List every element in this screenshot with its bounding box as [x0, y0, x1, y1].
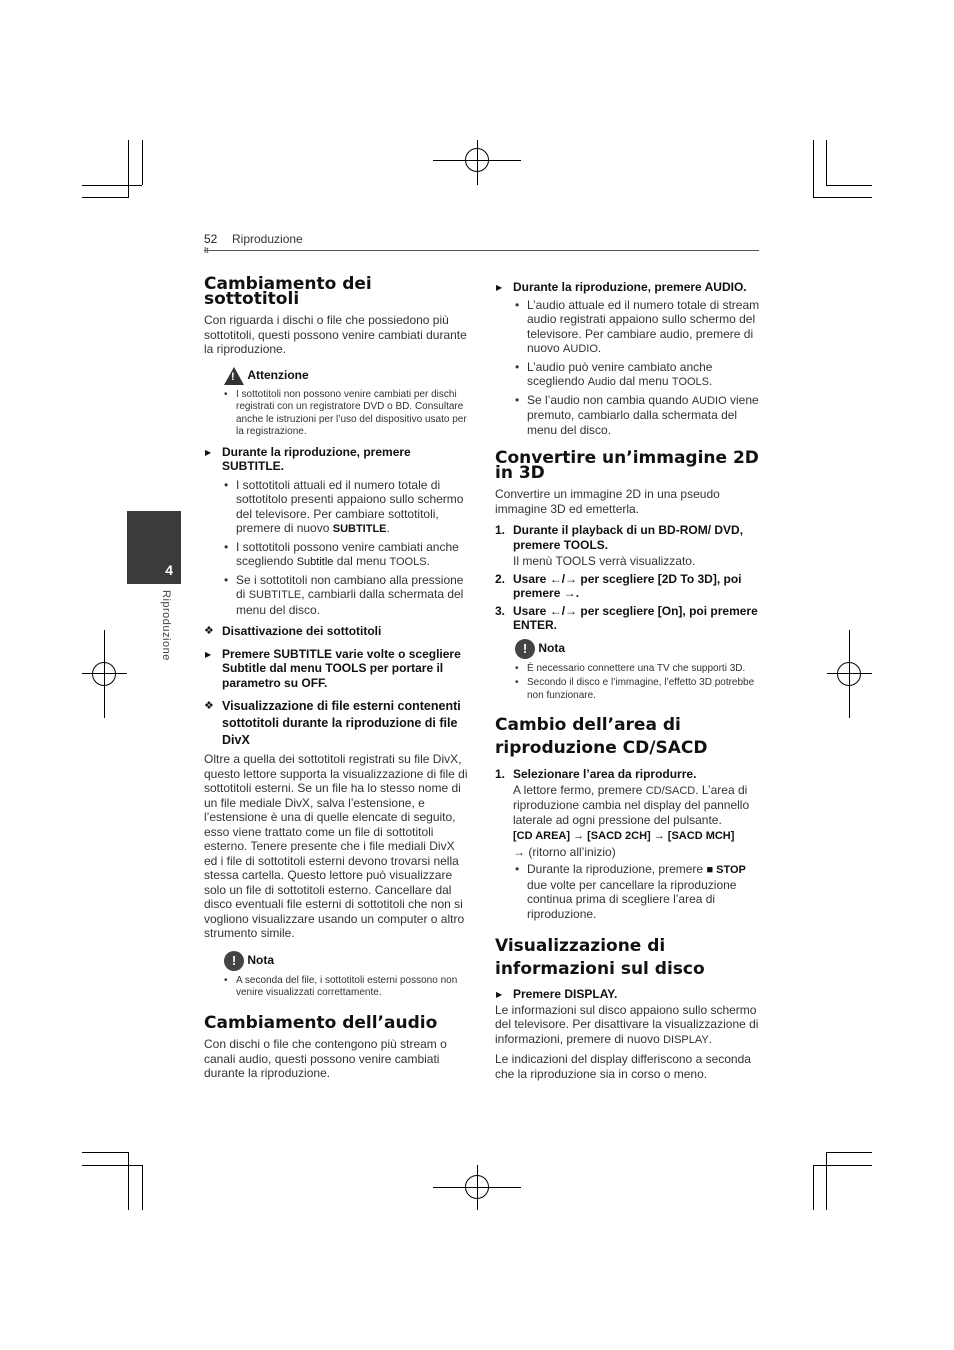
right-column [495, 280, 760, 1081]
external-subtitles-text: Oltre a quella dei sottotitoli registrati su file DivX, questo lettore supporta la visualizzazione di file di sottotitoli esterni. Se un file ha lo stesso nome di un file mediale DivX, salva l’estensione, e l’estensione è una di quelle elencate di seguito, esso viene trattato come un file di sottotitoli esterno. Tenere presente che i file mediali DivX ed i file di sottotitoli esterni devono trovarsi nella stessa cartella. Questo lettore può visualizzare solo un file di sottotitoli esterno. Cancellare dal disco eventuali file esterni di sottotitoli che non si vogliono visualizzare usando un computer o altro strumento simile. [204, 752, 468, 940]
header-section: Riproduzione [232, 232, 303, 246]
note-text: • A seconda del file, i sottotitoli esterni possono non venire visualizzati correttamente. [222, 975, 469, 1000]
info-text: Le informazioni sul disco appaiono sullo schermo del televisore. Per disattivare la visualizzazione di informazioni, premere di nuovo DISPLAY. [495, 1002, 759, 1046]
note-3d-1: • È necessario connettere una TV che supporti 3D. [513, 663, 760, 676]
3d-step-3: 3. Usare ←/→ per scegliere [On], poi premere ENTER. [495, 603, 758, 632]
section-title-disc-info: Visualizzazione di informazioni sul disco [495, 936, 705, 979]
area-bullet: • Durante la riproduzione, premere ■ STOP due volte per cancellare la riproduzione continua prima di scegliere l’area di riproduzione. [513, 862, 760, 921]
section-title-audio: Cambiamento dell’audio [204, 1012, 438, 1033]
bullet-subtitle-3: • Se i sottotitoli non cambiano alla pressione di SUBTITLE, cambiarli dalla schermata del menu del disco. [222, 573, 469, 618]
caution-label: Attenzione [247, 367, 309, 382]
section-title-subtitles: Cambiamento dei sottotitoli [204, 274, 372, 309]
note-label: Nota [247, 952, 275, 967]
area-step-1: 1. Selezionare l’area da riprodurre. [495, 767, 697, 781]
header-rule [204, 250, 759, 251]
chapter-label: Riproduzione [160, 590, 172, 661]
step-press-subtitle: ▶ Durante la riproduzione, premere SUBTITLE. [204, 445, 469, 474]
bullet-subtitle-1: • I sottotitoli attuali ed il numero totale di sottotitolo presenti appaiono sullo schermo del televisore. Per cambiare sottotitoli, premere di nuovo SUBTITLE. [222, 478, 469, 537]
warning-icon: ! [224, 367, 244, 385]
area-sequence: [CD AREA] → [SACD 2CH] → [SACD MCH] [513, 830, 735, 842]
bullet-subtitle-2: • I sottotitoli possono venire cambiati anche scegliendo Subtitle dal menu TOOLS. [222, 540, 469, 570]
bullet-audio-1: • L’audio attuale ed il numero totale di stream audio registrati appaiono sullo schermo del televisore. Per cambiare audio, premere di nuovo AUDIO. [513, 298, 760, 357]
section-title-cd-sacd: Cambio dell’area di riproduzione CD/SACD [495, 715, 708, 758]
chapter-number: 4 [165, 562, 173, 578]
bullet-audio-2: • L’audio può venire cambiato anche scegliendo Audio dal menu TOOLS. [513, 360, 760, 390]
caution-heading [224, 367, 469, 385]
3d-step-2: 2. Usare ←/→ per scegliere [2D To 3D], poi premere →. [495, 571, 742, 600]
disable-subtitles-title: ❖ Disattivazione dei sottotitoli [204, 624, 469, 639]
step-press-audio: ▶ Durante la riproduzione, premere AUDIO. [495, 280, 760, 295]
note-icon: ! [515, 639, 535, 659]
note-3d-2: • Secondo il disco e l’immagine, l’effetto 3D potrebbe non funzionare. [513, 677, 760, 702]
note-heading-3d: ! Nota [515, 639, 760, 659]
section-title-3d: Convertire un’immagine 2D in 3D [495, 448, 759, 483]
note-icon: ! [224, 951, 244, 971]
3d-step-1: 1. Durante il playback di un BD-ROM/ DVD, premere TOOLS. [495, 523, 744, 552]
caution-text: • I sottotitoli non possono venire cambiati per dischi registrati con un registratore DVD o BD. Consultare anche le istruzioni per l’uso del dispositivo usato per la registrazione. [222, 389, 469, 439]
3d-step-1-sub: Il menù TOOLS verrà visualizzato. [513, 554, 696, 568]
audio-intro: Con dischi o file che contengono più stream o canali audio, questi possono venire cambiati durante la riproduzione. [204, 1037, 447, 1080]
disable-subtitles-step: ▶ Premere SUBTITLE varie volte o scegliere Subtitle dal menu TOOLS per portare il parametro su OFF. [204, 647, 469, 691]
external-subtitles-title: ❖ Visualizzazione di file esterni contenenti sottotitoli durante la riproduzione di file DivX [204, 698, 469, 749]
bullet-audio-3: • Se l’audio non cambia quando AUDIO viene premuto, cambiarlo dalla schermata del menu del disco. [513, 393, 760, 438]
subtitles-intro: Con riguarda i dischi o file che possiedono più sottotitoli, questi possono venire cambiati durante la riproduzione. [204, 313, 467, 356]
info-text-2: Le indicazioni del display differiscono a seconda che la riproduzione sia in corso o meno. [495, 1052, 751, 1081]
3d-intro: Convertire un immagine 2D in una pseudo immagine 3D ed emetterla. [495, 487, 720, 516]
area-step-1-text: A lettore fermo, premere CD/SACD. L’area di riproduzione cambia nel display del pannello laterale ad ogni pressione del pulsante. [513, 782, 750, 827]
note-heading [224, 951, 469, 971]
chapter-tab [127, 511, 181, 584]
area-sequence-return: → (ritorno all’inizio) [513, 844, 616, 859]
left-column [204, 274, 469, 1081]
info-step: ▶ Premere DISPLAY. [495, 987, 760, 1002]
page-number: 52 [204, 232, 218, 246]
